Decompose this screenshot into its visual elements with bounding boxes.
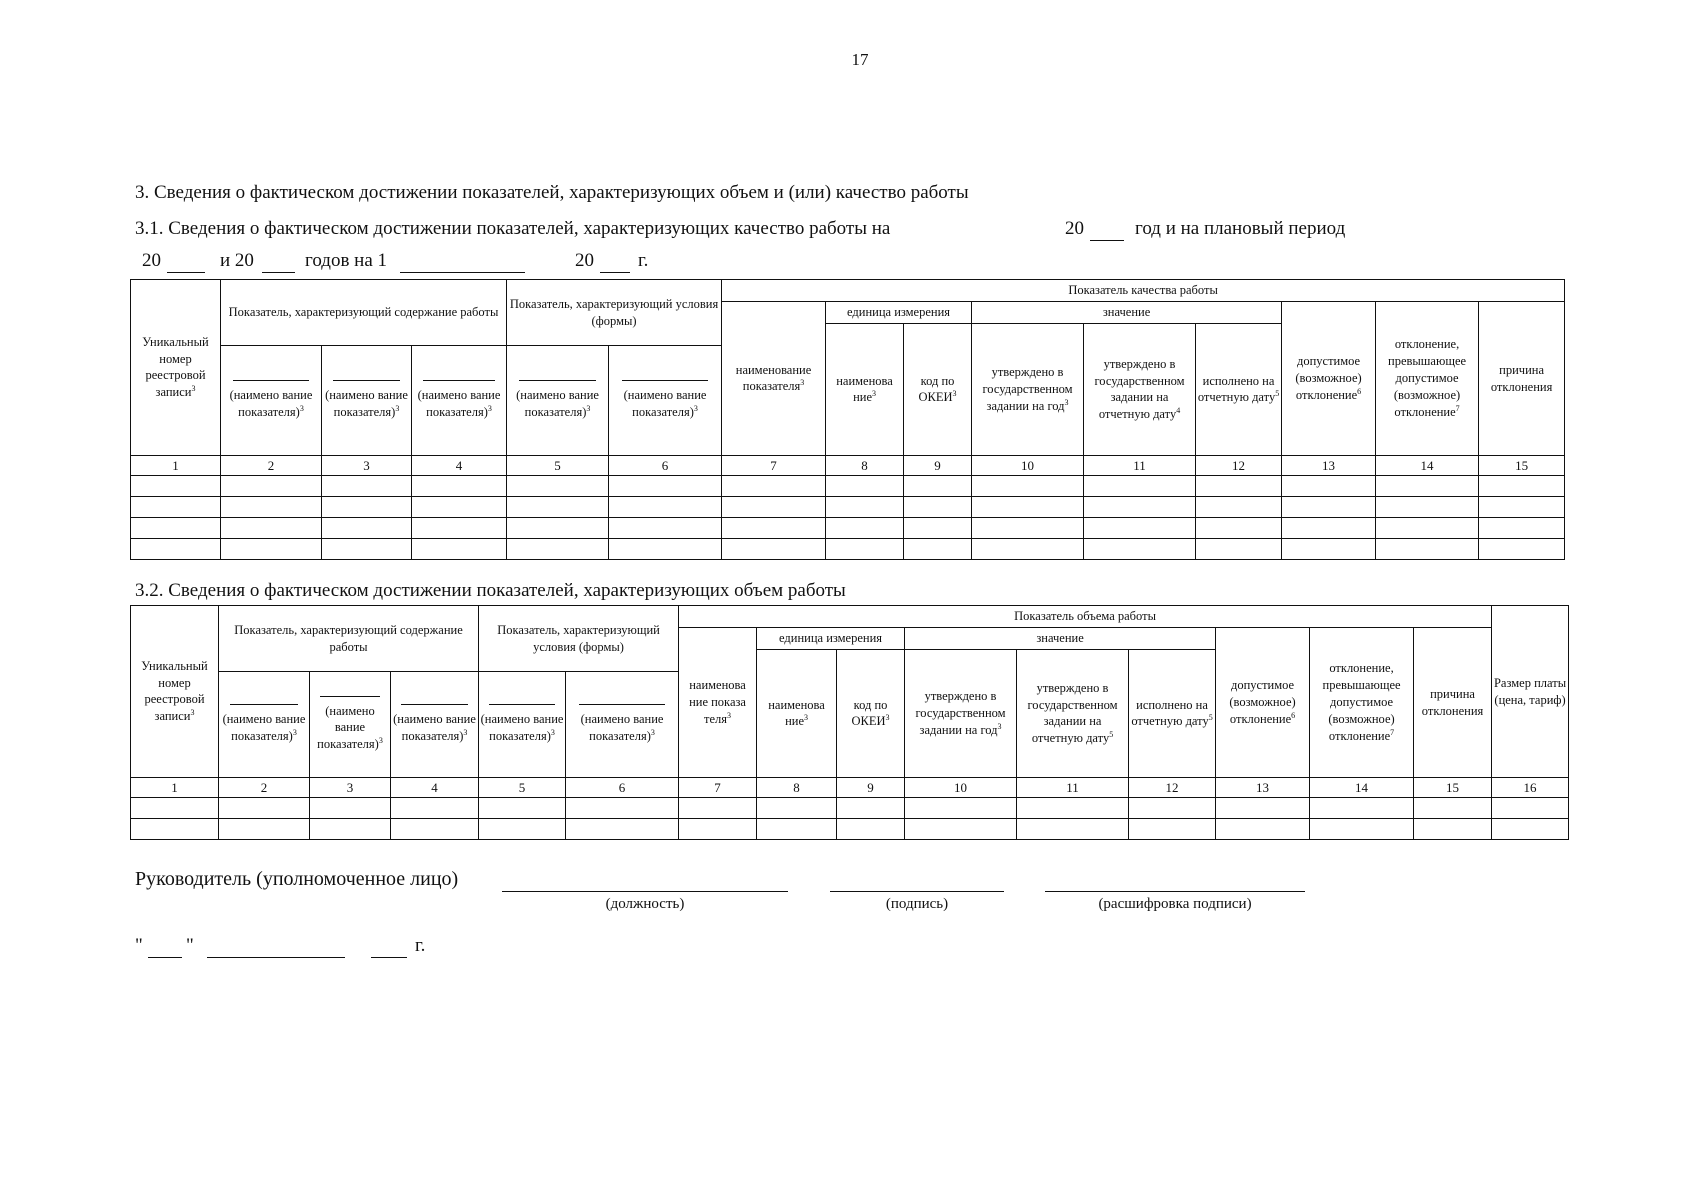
col-num: 10 — [972, 456, 1084, 476]
unit-name-header: наименова ние$^3$ — [826, 324, 904, 456]
col-num: 12 — [1196, 456, 1282, 476]
col-num: 15 — [1414, 778, 1492, 798]
content-indicator-1: (наимено вание показателя)$^3$ — [219, 672, 310, 778]
col-num: 5 — [479, 778, 566, 798]
line2-and20: и 20 — [220, 250, 254, 271]
col-num: 5 — [507, 456, 609, 476]
col-num: 12 — [1129, 778, 1216, 798]
col-num: 13 — [1282, 456, 1376, 476]
condition-indicator-1: (наимено вание показателя)$^3$ — [479, 672, 566, 778]
allowed-dev-header: допустимое (возможное) отклонение$^6$ — [1282, 302, 1376, 456]
line2-year1: 20 — [142, 250, 161, 271]
indicator-name-header: наименова ние показа теля$^3$ — [679, 628, 757, 778]
executed-header: исполнено на отчетную дату$^5$ — [1129, 650, 1216, 778]
section-31-planned: год и на плановый период — [1135, 218, 1346, 239]
exceeding-dev-header: отклонение, превышающее допустимое (возможное) отклонение$^7$ — [1376, 302, 1479, 456]
fee-header: Размер платы (цена, тариф) — [1492, 606, 1569, 778]
content-indicator-2: (наимено вание показателя)$^3$ — [310, 672, 391, 778]
section-31-year-prefix: 20 — [1065, 218, 1084, 239]
volume-table — [130, 605, 1569, 840]
value-group-header: значение — [905, 628, 1216, 650]
indicator-name-header: наименование показателя$^3$ — [722, 302, 826, 456]
table-row[interactable] — [131, 518, 1565, 539]
decoding-line[interactable] — [1045, 891, 1305, 892]
content-group-header: Показатель, характеризующий содержание работы — [219, 606, 479, 672]
quote-close: " — [186, 935, 194, 956]
position-line[interactable] — [502, 891, 788, 892]
content-indicator-3: (наимено вание показателя)$^3$ — [412, 346, 507, 456]
approved-date-header: утверждено в государственном задании на отчетную дату$^4$ — [1084, 324, 1196, 456]
year-line[interactable] — [371, 957, 407, 958]
section-32-title: 3.2. Сведения о фактическом достижении показателей, характеризующих объем работы — [135, 580, 846, 601]
position-label: (должность) — [605, 896, 685, 912]
section-3-title: 3. Сведения о фактическом достижении показателей, характеризующих объем и (или) качество работы — [135, 182, 969, 203]
approved-year-header: утверждено в государственном задании на год$^3$ — [905, 650, 1017, 778]
unit-group-header: единица измерения — [826, 302, 972, 324]
approved-year-header: утверждено в государственном задании на год$^3$ — [972, 324, 1084, 456]
section-31-title: 3.1. Сведения о фактическом достижении показателей, характеризующих качество работы на — [135, 218, 891, 239]
conditions-group-header: Показатель, характеризующий условия (формы) — [479, 606, 679, 672]
content-indicator-1: (наимено вание показателя)$^3$ — [221, 346, 322, 456]
approved-date-header: утверждено в государственном задании на отчетную дату$^5$ — [1017, 650, 1129, 778]
col-num: 8 — [757, 778, 837, 798]
okei-header: код по ОКЕИ$^3$ — [904, 324, 972, 456]
col-num: 8 — [826, 456, 904, 476]
table-row[interactable] — [131, 476, 1565, 497]
day-line[interactable] — [148, 957, 182, 958]
unique-record-header: Уникальный номер реестровой записи$^3$ — [131, 606, 219, 778]
col-num: 2 — [219, 778, 310, 798]
head-label: Руководитель (уполномоченное лицо) — [135, 868, 459, 890]
col-num: 7 — [679, 778, 757, 798]
col-num: 2 — [221, 456, 322, 476]
col-num: 10 — [905, 778, 1017, 798]
sign-line[interactable] — [830, 891, 1004, 892]
condition-indicator-2: (наимено вание показателя)$^3$ — [609, 346, 722, 456]
content-indicator-3: (наимено вание показателя)$^3$ — [391, 672, 479, 778]
sign-label: (подпись) — [885, 896, 949, 912]
page-number: 17 — [851, 50, 869, 69]
year-blank-line[interactable] — [1090, 240, 1124, 241]
column-numbers-row — [131, 778, 1569, 798]
line2-year3: 20 — [575, 250, 594, 271]
col-num: 4 — [391, 778, 479, 798]
col-num: 14 — [1310, 778, 1414, 798]
unit-group-header: единица измерения — [757, 628, 905, 650]
col-num: 1 — [131, 778, 219, 798]
year2-blank[interactable] — [262, 272, 295, 273]
reason-header: причина отклонения — [1479, 302, 1565, 456]
executed-header: исполнено на отчетную дату$^5$ — [1196, 324, 1282, 456]
col-num: 6 — [566, 778, 679, 798]
reason-header: причина отклонения — [1414, 628, 1492, 778]
col-num: 9 — [837, 778, 905, 798]
decoding-label: (расшифровка подписи) — [1098, 896, 1252, 912]
year3-blank[interactable] — [600, 272, 630, 273]
line2-g: г. — [638, 250, 649, 271]
table-row[interactable] — [131, 539, 1565, 560]
quality-group-header: Показатель качества работы — [722, 280, 1565, 302]
quality-table — [130, 279, 1565, 560]
col-num: 11 — [1084, 456, 1196, 476]
col-num: 14 — [1376, 456, 1479, 476]
col-num: 3 — [322, 456, 412, 476]
column-numbers-row — [131, 456, 1565, 476]
table-row[interactable] — [131, 819, 1569, 840]
unit-name-header: наименова ние$^3$ — [757, 650, 837, 778]
quote-open: " — [135, 935, 143, 956]
col-num: 4 — [412, 456, 507, 476]
condition-indicator-2: (наимено вание показателя)$^3$ — [566, 672, 679, 778]
okei-header: код по ОКЕИ$^3$ — [837, 650, 905, 778]
content-group-header: Показатель, характеризующий содержание работы — [221, 280, 507, 346]
col-num: 6 — [609, 456, 722, 476]
table-row[interactable] — [131, 497, 1565, 518]
date-g: г. — [415, 935, 426, 956]
volume-group-header: Показатель объема работы — [679, 606, 1492, 628]
value-group-header: значение — [972, 302, 1282, 324]
col-num: 13 — [1216, 778, 1310, 798]
unique-record-header: Уникальный номер реестровой записи$^3$ — [131, 280, 221, 456]
col-num: 11 — [1017, 778, 1129, 798]
line2-years-on: годов на 1 — [305, 250, 388, 271]
exceeding-dev-header: отклонение, превышающее допустимое (возможное) отклонение$^7$ — [1310, 628, 1414, 778]
col-num: 15 — [1479, 456, 1565, 476]
content-indicator-2: (наимено вание показателя)$^3$ — [322, 346, 412, 456]
col-num: 3 — [310, 778, 391, 798]
year1-blank[interactable] — [167, 272, 205, 273]
col-num: 16 — [1492, 778, 1569, 798]
table-row[interactable] — [131, 798, 1569, 819]
conditions-group-header: Показатель, характеризующий условия (формы) — [507, 280, 722, 346]
condition-indicator-1: (наимено вание показателя)$^3$ — [507, 346, 609, 456]
date-blank[interactable] — [400, 272, 525, 273]
col-num: 9 — [904, 456, 972, 476]
month-line[interactable] — [207, 957, 345, 958]
col-num: 1 — [131, 456, 221, 476]
col-num: 7 — [722, 456, 826, 476]
allowed-dev-header: допустимое (возможное) отклонение$^6$ — [1216, 628, 1310, 778]
